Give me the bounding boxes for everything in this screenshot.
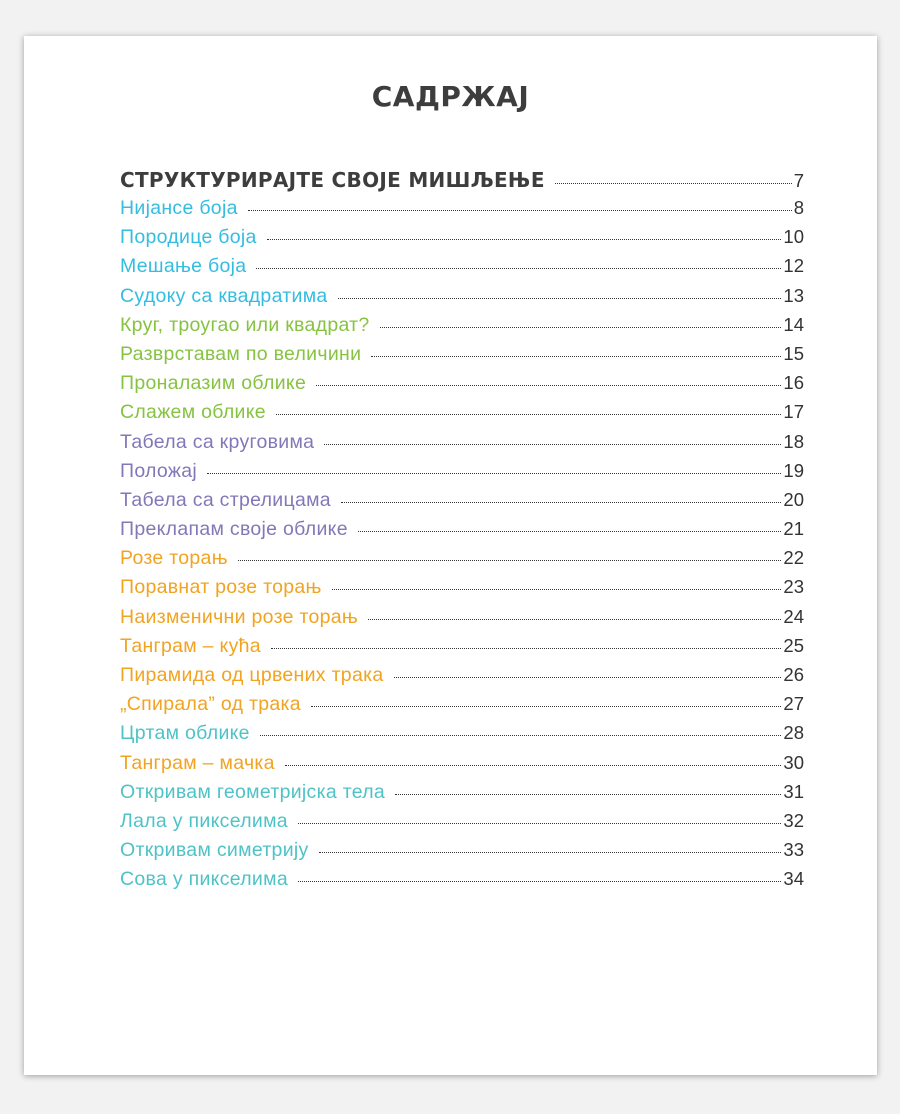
page-title: САДРЖАЈ [371, 80, 530, 113]
dot-leader [207, 473, 781, 474]
dot-leader [276, 414, 781, 415]
toc-entry-page: 18 [783, 430, 804, 452]
toc-entry-label: Цртам облике [120, 722, 250, 745]
toc-entry[interactable] [120, 664, 804, 693]
toc-entry-label: Преклапам своје облике [120, 518, 348, 541]
toc-entry-label: Положај [120, 459, 197, 482]
toc-entry-page: 13 [783, 284, 804, 306]
dot-leader [341, 502, 781, 503]
toc-entry-page: 34 [783, 868, 804, 890]
toc-section-page: 7 [793, 170, 804, 191]
toc-entry[interactable] [120, 343, 804, 372]
toc-entry-page: 33 [783, 839, 804, 861]
toc-entry[interactable] [120, 460, 804, 489]
toc-entry[interactable] [120, 752, 804, 781]
dot-leader [555, 183, 792, 184]
toc-entry[interactable] [120, 226, 804, 255]
toc-entry-page: 21 [783, 518, 804, 540]
toc-entry[interactable] [120, 868, 804, 897]
toc-section-label: СТРУКТУРИРАЈТЕ СВОЈЕ МИШЉЕЊЕ [120, 168, 545, 192]
toc-entry-page: 26 [783, 664, 804, 685]
toc-entry[interactable] [120, 489, 804, 518]
dot-leader [260, 735, 782, 736]
toc-entry-label: Круг, троугао или квадрат? [120, 313, 370, 336]
toc-entry-label: Лала у пикселима [120, 809, 288, 832]
toc-entry-page: 19 [783, 459, 804, 481]
toc-entry-page: 20 [783, 488, 804, 510]
dot-leader [256, 268, 781, 269]
toc-entry-label: Породице боја [120, 226, 257, 249]
toc-entry[interactable] [120, 810, 804, 839]
toc-entry-label: Нијансе боја [120, 197, 238, 219]
toc-entry[interactable] [120, 255, 804, 284]
toc-entry-label: Проналазим облике [120, 372, 307, 395]
toc-entry-label: Табела са стрелицама [120, 488, 331, 511]
dot-leader [311, 706, 782, 707]
toc-entry-label: Табела са круговима [120, 430, 315, 453]
dot-leader [316, 385, 781, 386]
dot-leader [319, 852, 782, 853]
toc-entries [120, 197, 804, 898]
dot-leader [298, 881, 781, 882]
toc-entry-page: 8 [793, 197, 804, 218]
toc-entry[interactable] [120, 518, 804, 547]
toc-entry-page: 30 [783, 751, 804, 773]
dot-leader [324, 444, 781, 445]
toc-entry-label: Танграм – кућа [120, 634, 261, 657]
dot-leader [358, 531, 782, 532]
dot-leader [332, 589, 782, 590]
toc-entry-label: Розе торањ [120, 547, 228, 570]
dot-leader [395, 794, 781, 795]
toc-entry[interactable] [120, 635, 804, 664]
toc-entry[interactable] [120, 547, 804, 576]
toc-entry[interactable] [120, 431, 804, 460]
dot-leader [394, 677, 782, 678]
toc-entry[interactable] [120, 839, 804, 868]
toc-entry-label: Разврставам по величини [120, 342, 362, 365]
toc-entry[interactable] [120, 781, 804, 810]
toc-entry[interactable] [120, 314, 804, 343]
toc-entry-page: 23 [783, 576, 804, 598]
toc-entry-label: Откривам геометријска тела [120, 780, 386, 803]
toc-entry-page: 27 [783, 693, 804, 715]
toc-entry-page: 17 [783, 401, 804, 423]
dot-leader [368, 619, 781, 620]
toc-entry-label: Слажем облике [120, 401, 266, 424]
dot-leader [271, 648, 781, 649]
dot-leader [371, 356, 781, 357]
toc-entry-page: 10 [783, 226, 804, 248]
toc-entry-page: 24 [783, 605, 804, 627]
toc-entry-label: Судоку са квадратима [120, 284, 328, 307]
toc-entry-page: 28 [783, 722, 804, 744]
toc-entry-page: 12 [783, 255, 804, 277]
toc-entry[interactable] [120, 401, 804, 430]
dot-leader [238, 560, 782, 561]
toc-entry-page: 15 [783, 342, 804, 364]
toc-entry-page: 14 [783, 313, 804, 335]
toc-entry-page: 16 [783, 372, 804, 394]
dot-leader [338, 298, 782, 299]
toc-entry[interactable] [120, 285, 804, 314]
toc-entry[interactable] [120, 606, 804, 635]
toc-entry-page: 25 [783, 634, 804, 656]
document-page [24, 36, 877, 1075]
toc-entry-label: Наизменични розе торањ [120, 605, 359, 628]
toc-entry[interactable] [120, 197, 804, 226]
toc-entry[interactable] [120, 722, 804, 751]
toc-entry-label: Откривам симетрију [120, 839, 309, 862]
toc-entry-page: 32 [783, 809, 804, 831]
toc-entry-label: „Спирала” од трака [120, 693, 301, 716]
dot-leader [285, 765, 782, 766]
toc-entry[interactable] [120, 693, 804, 722]
toc-entry-page: 31 [783, 780, 804, 802]
toc-section-heading[interactable] [120, 168, 804, 197]
toc-entry-label: Поравнат розе торањ [120, 576, 322, 599]
toc-entry-page: 22 [783, 547, 804, 569]
dot-leader [380, 327, 782, 328]
dot-leader [298, 823, 782, 824]
dot-leader [267, 239, 782, 240]
toc-entry-label: Мешање боја [120, 255, 247, 278]
toc-entry-label: Танграм – мачка [120, 751, 275, 774]
toc-entry[interactable] [120, 372, 804, 401]
toc-entry[interactable] [120, 576, 804, 605]
dot-leader [248, 210, 792, 211]
toc-entry-label: Пирамида од црвених трака [120, 664, 384, 686]
toc-entry-label: Сова у пикселима [120, 868, 288, 891]
table-of-contents [120, 168, 804, 898]
